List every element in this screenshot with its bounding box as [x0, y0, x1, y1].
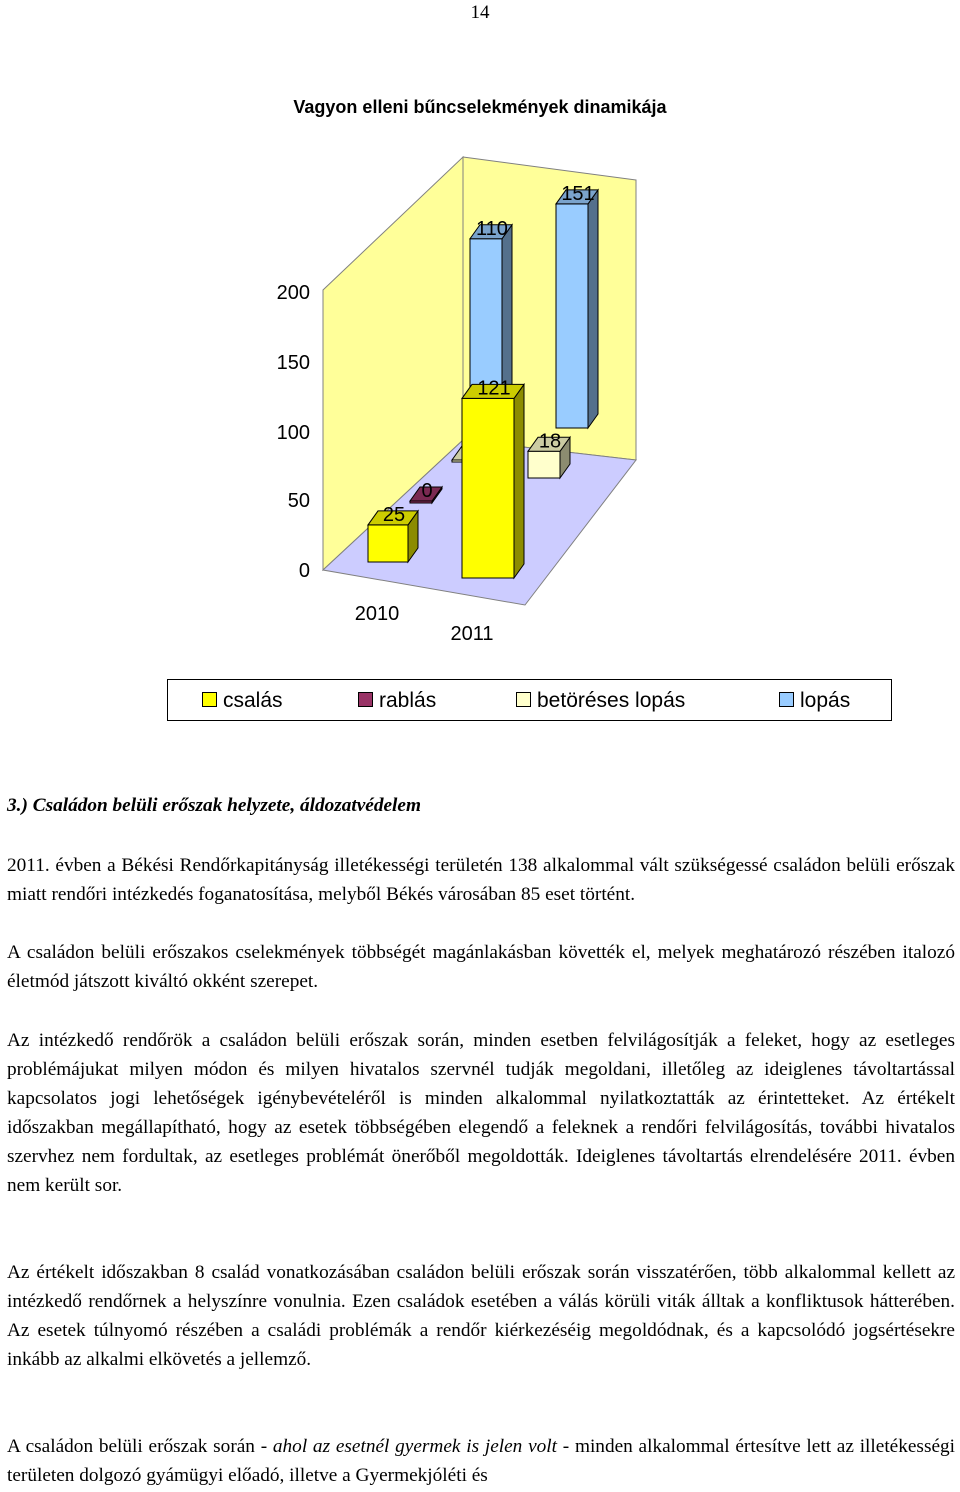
paragraph-4	[7, 1258, 955, 1374]
legend-swatch-lopas	[779, 692, 794, 707]
bar-csals-2011	[462, 398, 514, 578]
legend-item-lopas	[779, 688, 850, 714]
paragraph-1	[7, 851, 955, 909]
legend-label-betoreses-lopas: betöréses lopás	[537, 689, 686, 712]
bar-rabls-2010-value-label: 0	[421, 480, 433, 502]
x-category-label: 2011	[450, 623, 494, 645]
paragraph-3	[7, 1026, 955, 1200]
bar-csals-2010-value-label: 25	[382, 503, 406, 526]
bar-lops-2011-value-label: 151	[561, 182, 595, 205]
legend-swatch-csalas	[202, 692, 217, 707]
bar-csals-2010	[368, 525, 408, 562]
x-category-label: 2010	[354, 603, 400, 625]
page-number: 14	[470, 2, 490, 23]
paragraph-5-italic: ahol az esetnél gyermek is jelen volt	[272, 1436, 557, 1457]
legend-swatch-betoreses-lopas	[516, 692, 531, 707]
legend-swatch-rablas	[358, 692, 373, 707]
bar-lops-2011	[556, 204, 588, 428]
section-heading: 3.) Családon belüli erőszak helyzete, áldozatvédelem	[7, 795, 421, 816]
paragraph-5-part-a: A családon belüli erőszak során -	[7, 1436, 273, 1457]
legend-label-csalas: csalás	[223, 689, 283, 712]
legend-item-csalas	[202, 688, 283, 714]
bar-lops-2010-side	[502, 225, 512, 402]
paragraph-4-text: Az értékelt időszakban 8 család vonatkozásában családon belüli erőszak során visszatérően, több alkalommal kellett az intézkedő rendőrnek a helyszínre vonulnia. Ezen családok esetében a válás körüli viták álltak a konfliktusok hátterében. Az esetek túlnyomó részében a családi problémák a rendőr kiérkezéséig megoldódnak, és a kapcsolódó jogsértésekre inkább az alkalmi elkövetés a jellemző.	[7, 1262, 955, 1370]
bar-csals-2011-value-label: 121	[477, 377, 511, 400]
bar-csals-2011-side	[514, 384, 524, 578]
paragraph-3-text: Az intézkedő rendőrök a családon belüli erőszak során, minden esetben felvilágosítják a feleket, hogy az esetleges problémájukat milyen módon és milyen hivatalos szervnél tudják megoldani, illetőleg az ideiglenes távoltartással kapcsolatos jogi lehetőségek igénybevételéről is minden alkalommal nyilatkoztatták az érintetteket. Az értékelt időszakban megállapítható, hogy az esetek többségében elegendő a feleknek a rendőri felvilágosítás, további hivatalos szervhez nem fordultak, az esetleges problémát önerőből megoldották. Ideiglenes távoltartás elrendelésére 2011. évben nem került sor.	[7, 1030, 955, 1196]
y-tick-label: 100	[276, 422, 310, 444]
bar-betrses-lops-2011	[528, 451, 560, 478]
chart-title: Vagyon elleni bűncselekmények dinamikája	[293, 97, 667, 117]
y-tick-label: 150	[276, 352, 310, 374]
legend-item-betoreses-lopas	[516, 688, 685, 714]
y-tick-label: 0	[298, 560, 310, 582]
bar-betrses-lops-2011-value-label: 18	[538, 430, 562, 453]
paragraph-2	[7, 938, 955, 996]
paragraph-5-text	[7, 1432, 955, 1490]
legend-label-rablas: rablás	[379, 689, 437, 712]
paragraph-2-text: A családon belüli erőszakos cselekmények többségét magánlakásban követték el, melyek meghatározó részében italozó életmód játszott kiváltó okként szerepet.	[7, 942, 955, 992]
bar-chart-3d	[0, 140, 960, 670]
legend-label-lopas: lopás	[800, 689, 851, 712]
legend-item-rablas	[358, 688, 436, 714]
bar-lops-2010-value-label: 110	[476, 217, 508, 240]
y-tick-label: 200	[276, 282, 310, 304]
y-tick-label: 50	[287, 490, 310, 512]
paragraph-5	[7, 1432, 955, 1490]
bar-lops-2011-side	[588, 190, 598, 428]
paragraph-1-text: 2011. évben a Békési Rendőrkapitányság illetékességi területén 138 alkalommal vált szükségessé családon belüli erőszak miatt rendőri intézkedés foganatosítása, melyből Békés városában 85 eset történt.	[7, 855, 955, 905]
paragraph-5-part-c: - minden alkalommal értesítve lett az illetékességi területen dolgozó gyámügyi előadó, illetve a Gyermekjóléti és	[7, 1436, 955, 1486]
chart-legend	[167, 679, 892, 721]
